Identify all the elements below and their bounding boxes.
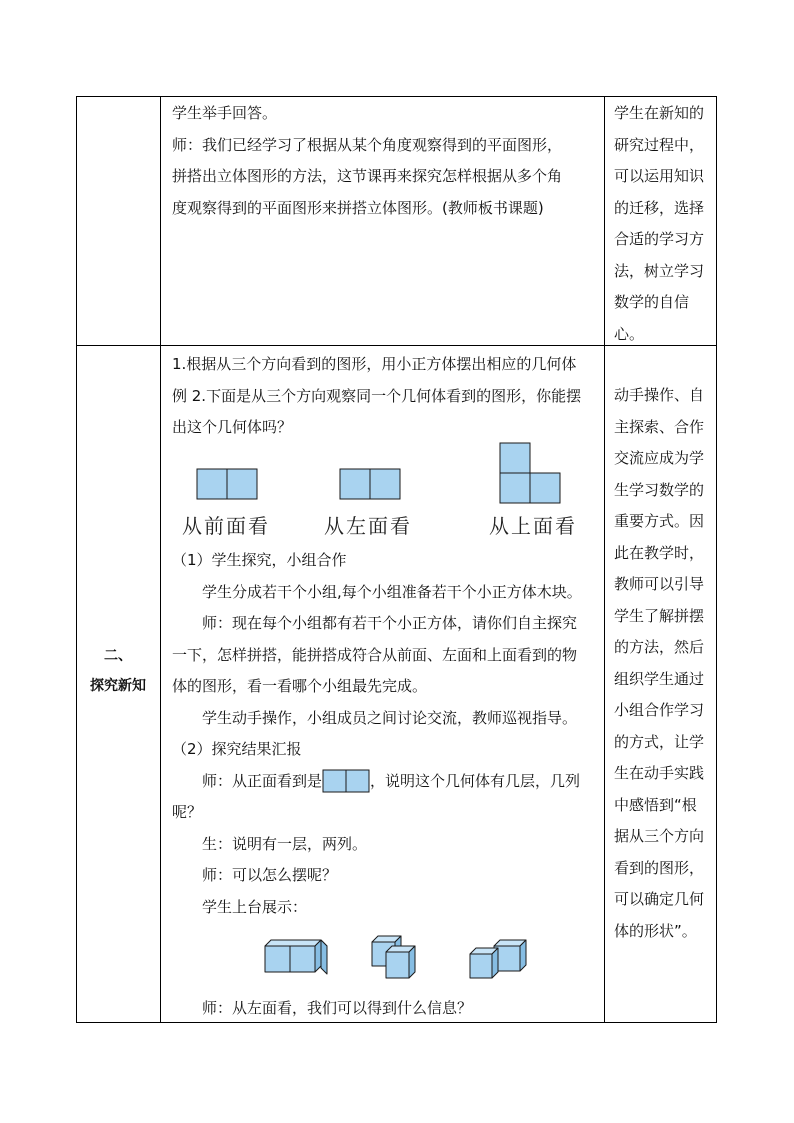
row1-line-4: 度观察得到的平面图形来拼搭立体图形。(教师板书课题) — [172, 198, 544, 217]
row2-note-4: 生学习数学的 — [614, 480, 705, 499]
inline-front-view-figure — [322, 769, 370, 793]
table-border-right — [716, 96, 717, 1023]
caption-top-view: 从上面看 — [489, 514, 577, 538]
table-col-divider-2 — [604, 96, 605, 1023]
step1-paragraph-2-line-1: 师：现在每个小组都有若干个小正方体，请你们自主探究 — [202, 614, 578, 632]
report-continuation: 呢？ — [172, 803, 203, 821]
row1-note-8: 心。 — [614, 324, 645, 343]
row2-note-17: 可以确定几何 — [614, 890, 705, 908]
row2-note-10: 组织学生通过 — [614, 669, 705, 688]
row2-note-3: 交流应成为学 — [614, 449, 705, 467]
row1-note-6: 法，树立学习 — [614, 261, 705, 280]
row2-note-14: 中感悟到“根 — [614, 795, 697, 814]
intro-line-1: 1.根据从三个方向看到的图形，用小正方体摆出相应的几何体 — [172, 355, 577, 373]
row2-note-7: 教师可以引导 — [614, 575, 705, 593]
last-line-block — [172, 993, 598, 1025]
section-number: 二、 — [104, 648, 132, 664]
lesson-table — [76, 96, 717, 1023]
left-view-figure — [339, 468, 401, 500]
report-line — [172, 766, 598, 798]
row2-note-1: 动手操作、自 — [614, 386, 705, 404]
teacher-last-question: 师：从左面看，我们可以得到什么信息？ — [202, 999, 473, 1017]
step1-paragraph-2-line-3: 体的图形，看一看哪个小组最先完成。 — [172, 677, 428, 695]
row2-note-16: 看到的图形， — [614, 858, 705, 877]
row1-note-7: 数学的自信 — [614, 293, 690, 311]
row1-line-1: 学生举手回答。 — [172, 104, 278, 122]
row1-note-5: 合适的学习方 — [614, 230, 705, 248]
steps-block — [172, 545, 598, 923]
cube-arrangement-3 — [468, 939, 532, 981]
intro-line-2: 例 2.下面是从三个方向观察同一个几何体看到的图形，你能摆 — [172, 386, 582, 405]
student-display: 学生上台展示： — [202, 897, 308, 916]
teacher-question-2: 师：可以怎么摆呢？ — [202, 866, 338, 884]
row2-note-11: 小组合作学习 — [614, 701, 705, 719]
row1-right-cell — [614, 98, 714, 350]
row2-note-9: 的方法，然后 — [614, 638, 705, 656]
row2-note-12: 的方式，让学 — [614, 732, 705, 751]
row2-note-18: 体的形状”。 — [614, 921, 697, 940]
table-col-divider-1 — [160, 96, 161, 1023]
report-after: ，说明这个几何体有几层，几列 — [370, 771, 581, 790]
row2-note-8: 学生了解拼摆 — [614, 606, 705, 625]
row1-line-3: 拼搭出立体图形的方法，这节课再来探究怎样根据从多个角 — [172, 167, 563, 185]
row1-line-2: 师：我们已经学习了根据从某个角度观察得到的平面图形， — [172, 135, 563, 154]
intro-line-3: 出这个几何体吗？ — [172, 418, 293, 436]
row2-note-5: 重要方式。因 — [614, 512, 705, 530]
row2-note-15: 据从三个方向 — [614, 827, 705, 845]
row2-right-cell — [614, 380, 714, 947]
row2-note-2: 主探索、合作 — [614, 417, 705, 436]
caption-left-view: 从左面看 — [324, 514, 412, 538]
top-view-figure — [499, 442, 561, 504]
row1-middle-cell — [172, 98, 598, 224]
cube-arrangement-2 — [370, 934, 420, 980]
section-title: 探究新知 — [90, 678, 146, 694]
report-before: 师：从正面看到是 — [202, 771, 323, 790]
intro-block — [172, 349, 598, 444]
step2-title: （2）探究结果汇报 — [172, 740, 302, 758]
row1-note-1: 学生在新知的 — [614, 104, 705, 122]
row2-note-6: 此在教学时， — [614, 543, 705, 562]
row2-note-13: 生在动手实践 — [614, 764, 705, 782]
table-border-left — [76, 96, 77, 1023]
caption-front-view: 从前面看 — [182, 514, 270, 538]
step1-paragraph-2-line-2: 一下，怎样拼搭，能拼搭成符合从前面、左面和上面看到的物 — [172, 645, 578, 664]
student-answer: 生：说明有一层，两列。 — [202, 834, 368, 853]
step1-paragraph-3: 学生动手操作，小组成员之间讨论交流，教师巡视指导。 — [202, 708, 578, 727]
step1-title: （1）学生探究，小组合作 — [172, 551, 347, 569]
front-view-figure — [196, 468, 258, 500]
row1-note-4: 的迁移，选择 — [614, 198, 705, 217]
row1-note-2: 研究过程中， — [614, 135, 705, 154]
table-border-top — [76, 96, 717, 97]
row1-note-3: 可以运用知识 — [614, 167, 705, 185]
step1-paragraph-1: 学生分成若干个小组,每个小组准备若干个小正方体木块。 — [202, 582, 582, 601]
cube-arrangement-1 — [264, 939, 328, 979]
